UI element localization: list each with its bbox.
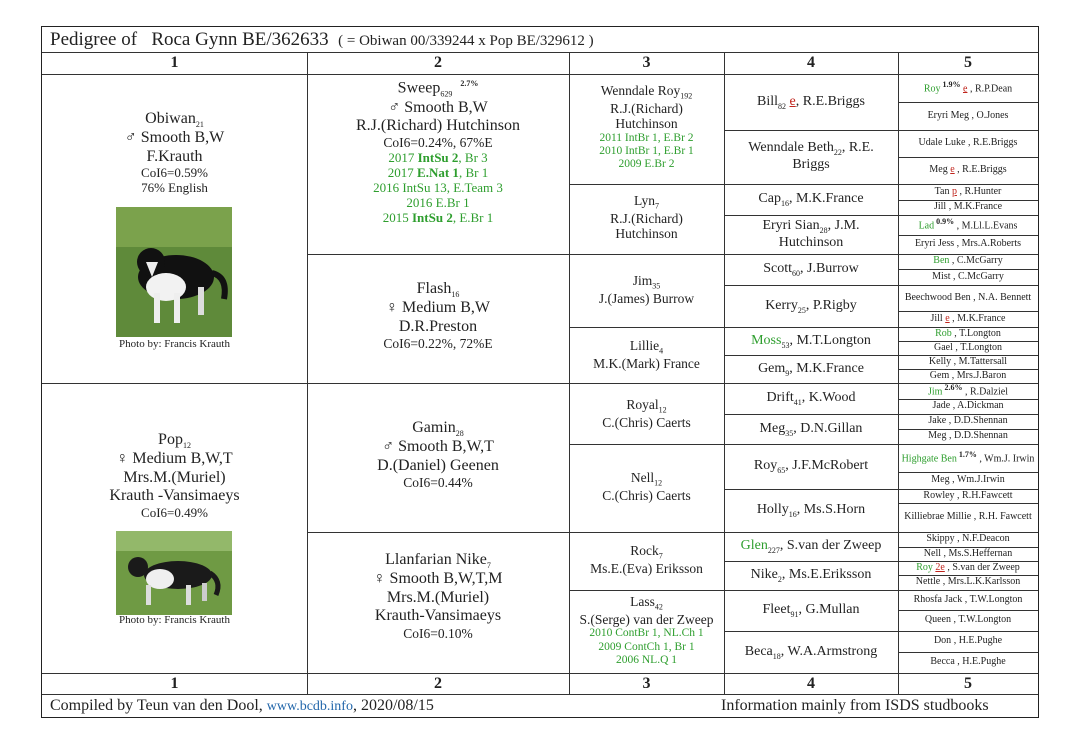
gen5-entry: Gem , Mrs.J.Baron (929, 369, 1007, 381)
column-4-footer: 4 (807, 675, 815, 692)
sweep-award-4: 2015 IntSu 2, E.Br 1 (382, 209, 494, 225)
gen3-lass: Lass$_{42}$ S.(Serge) van der Zweep 2010 ContBr 1, NL.Ch 1 2009 ContCh 1, Br 1 2006 NL.Q 1 (579, 594, 714, 666)
gen4-gem: Gem$_9$, M.K.France (758, 360, 864, 378)
column-5-footer: 5 (964, 675, 972, 692)
gen5-entry: Ben , C.McGarry (933, 255, 1003, 267)
gen5-entry: Beechwood Ben , N.A. Bennett (904, 291, 1032, 303)
gen3-wenndale-roy: Wenndale Roy$_{192}$ R.J.(Richard) Hutchinson 2011 IntBr 1, E.Br 2 2010 IntBr 1, E.Br 1 2009 E.Br 2 (599, 83, 694, 171)
gen2-sweep: Sweep$_{629}$ $^{2.7\%}$ ♂ Smooth B,W R.J.(Richard) Hutchinson CoI6=0.24%, 67%E 2017 IntSu 2, Br 3 2017 E.Nat 1, Br 1 2016 IntSu 13, E.Team 3 2016 E.Br 1 2015 IntSu 2, E.Br 1 (307, 79, 569, 226)
gen5-entry: Mist , C.McGarry (932, 270, 1004, 282)
gen5-entry: Roy $^{1.9\%}$ e , R.P.Dean (923, 80, 1013, 95)
dam-photo-credit: Photo by: Francis Krauth (119, 614, 230, 626)
column-1-footer: 1 (170, 675, 179, 692)
column-3-header: 3 (642, 54, 651, 71)
column-3-footer: 3 (642, 675, 651, 692)
gen4-kerry: Kerry$_{25}$, P.Rigby (765, 297, 857, 315)
gen5-entry: Jill e , M.K.France (930, 312, 1006, 324)
gen5-entry: Jim $^{2.6\%}$ , R.Dalziel (928, 383, 1008, 398)
sire-english-pct: 76% English (141, 180, 208, 196)
sire-photo (116, 207, 232, 337)
gen4-wenndale-beth: Wenndale Beth$_{22}$, R.E. Briggs (748, 140, 874, 173)
column-2-header: 2 (434, 54, 442, 71)
sire-photo-credit: Photo by: Francis Krauth (119, 338, 230, 350)
gen2-gamin: Gamin$_{28}$ ♂ Smooth B,W,T D.(Daniel) Geenen CoI6=0.44% (377, 419, 499, 491)
footer-compiled: Compiled by Teun van den Dool, www.bcdb.info, 2020/08/15 (50, 697, 434, 714)
column-2-footer: 2 (434, 675, 442, 692)
gen5-entry: Eryri Meg , O.Jones (927, 109, 1009, 121)
dam-info: Pop$_{12}$ ♀ Medium B,W,T Mrs.M.(Muriel) Krauth -Vansimaeys CoI6=0.49% (42, 431, 307, 520)
sweep-award-3: 2016 E.Br 1 (406, 194, 470, 210)
gen5-entry: Eryri Jess , Mrs.A.Roberts (914, 238, 1022, 250)
gen2-flash: Flash$_{16}$ ♀ Medium B,W D.R.Preston CoI6=0.22%, 72%E (383, 280, 493, 352)
gen5-entry: Roy 2e , S.van der Zweep (916, 561, 1020, 573)
sweep-award-1: 2017 E.Nat 1, Br 1 (387, 164, 489, 180)
gen4-eryri-sian: Eryri Sian$_{28}$, J.M. Hutchinson (762, 217, 860, 250)
gen5-entry: Becca , H.E.Pughe (930, 656, 1006, 668)
column-5-header: 5 (964, 54, 972, 71)
sire-coi: CoI6=0.59% (141, 165, 208, 181)
gen5-entry: Rowley , R.H.Fawcett (923, 489, 1013, 501)
gen5-entry: Nettle , Mrs.L.K.Karlsson (915, 576, 1021, 588)
gen5-entry: Udale Luke , R.E.Briggs (918, 137, 1018, 149)
gen2-nike: Llanfarian Nike$_7$ ♀ Smooth B,W,T,M Mrs.M.(Muriel) Krauth-Vansimaeys CoI6=0.10% (373, 551, 503, 641)
gen4-beca: Beca$_{18}$, W.A.Armstrong (744, 643, 878, 661)
gen4-meg: Meg$_{35}$, D.N.Gillan (759, 420, 863, 438)
sweep-award-0: 2017 IntSu 2, Br 3 (388, 150, 488, 165)
gen4-holly: Holly$_{16}$, Ms.S.Horn (756, 502, 866, 519)
gen5-entry: Don , H.E.Pughe (933, 635, 1003, 647)
gen4-glen: Glen$_{227}$, S.van der Zweep (740, 538, 882, 555)
gen5-entry: Rob , T.Longton (935, 327, 1001, 339)
gen5-entry: Killiebrae Millie , R.H. Fawcett (904, 511, 1032, 523)
gen5-entry: Skippy , N.F.Deacon (926, 533, 1010, 545)
dam-description: ♀ Medium B,W,T (116, 450, 233, 468)
parentage: ( = Obiwan 00/339244 x Pop BE/329612 ) (338, 33, 594, 49)
gen3-nell: Nell$_{12}$ C.(Chris) Caerts (602, 470, 691, 503)
gen3-rock: Rock$_7$ Ms.E.(Eva) Eriksson (590, 543, 703, 576)
gen3-jim: Jim$_{35}$ J.(James) Burrow (598, 273, 695, 306)
gen5-entry: Tan p , R.Hunter (934, 185, 1002, 197)
gen4-scott: Scott$_{60}$, J.Burrow (763, 261, 859, 278)
gen5-entry: Lad $^{0.9\%}$ , M.Ll.L.Evans (918, 217, 1018, 232)
gen5-entry: Meg , D.D.Shennan (928, 430, 1008, 442)
dog-name: Roca Gynn BE/362633 (151, 29, 329, 50)
sire-info: Obiwan$_{21}$ ♂ Smooth B,W F.Krauth CoI6=0.59% 76% English (42, 110, 307, 196)
gen5-entry: Highgate Ben $^{1.7\%}$ , Wm.J. Irwin (901, 450, 1035, 465)
sire-name: Obiwan (145, 110, 196, 127)
footer-info: Information mainly from ISDS studbooks (721, 697, 989, 714)
gen5-entry: Nell , Ms.S.Heffernan (923, 547, 1013, 559)
gen3-lyn: Lyn$_7$ R.J.(Richard) Hutchinson (610, 193, 683, 242)
gen3-lillie: Lillie$_4$ M.K.(Mark) France (593, 338, 700, 371)
gen5-entry: Jake , D.D.Shennan (928, 415, 1008, 427)
gen4-fleet: Fleet$_{91}$, G.Mullan (762, 602, 860, 619)
gen5-entry: Meg , Wm.J.Irwin (931, 474, 1005, 486)
dam-photo (116, 531, 232, 615)
gen5-entry: Queen , T.W.Longton (924, 614, 1012, 626)
gen5-entry: Jill , M.K.France (933, 201, 1003, 213)
gen5-entry: Meg e , R.E.Briggs (929, 164, 1007, 176)
gen5-entry: Gael , T.Longton (934, 341, 1002, 353)
dam-owner-2: Krauth -Vansimaeys (109, 487, 240, 505)
gen4-bill: Bill$_{82}$ e, R.E.Briggs (757, 93, 865, 111)
column-4-header: 4 (807, 54, 815, 71)
column-1-header: 1 (170, 54, 179, 71)
pedigree-table (41, 26, 1039, 718)
gen4-moss: Moss$_{53}$, M.T.Longton (751, 332, 871, 350)
pedigree-title: Pedigree of Roca Gynn BE/362633 ( = Obiwan 00/339244 x Pop BE/329612 ) (50, 29, 594, 50)
gen4-drift: Drift$_{41}$, K.Wood (766, 390, 856, 407)
gen5-entry: Jade , A.Dickman (932, 400, 1004, 412)
gen5-entry: Kelly , M.Tattersall (928, 355, 1008, 367)
gen4-cap: Cap$_{16}$, M.K.France (758, 191, 864, 208)
dam-name: Pop (158, 431, 183, 448)
dam-owner-1: Mrs.M.(Muriel) (123, 468, 226, 486)
bcdb-link[interactable]: www.bcdb.info (266, 699, 353, 714)
gen4-nike: Nike$_2$, Ms.E.Eriksson (750, 567, 872, 584)
dam-coi: CoI6=0.49% (141, 504, 208, 520)
gen3-royal: Royal$_{12}$ C.(Chris) Caerts (602, 397, 691, 430)
sire-owner: F.Krauth (146, 147, 203, 165)
sire-description: ♂ Smooth B,W (124, 129, 225, 147)
gen4-roy: Roy$_{65}$, J.F.McRobert (753, 458, 869, 475)
sweep-award-2: 2016 IntSu 13, E.Team 3 (373, 179, 503, 195)
gen5-entry: Rhosfa Jack , T.W.Longton (913, 593, 1023, 605)
